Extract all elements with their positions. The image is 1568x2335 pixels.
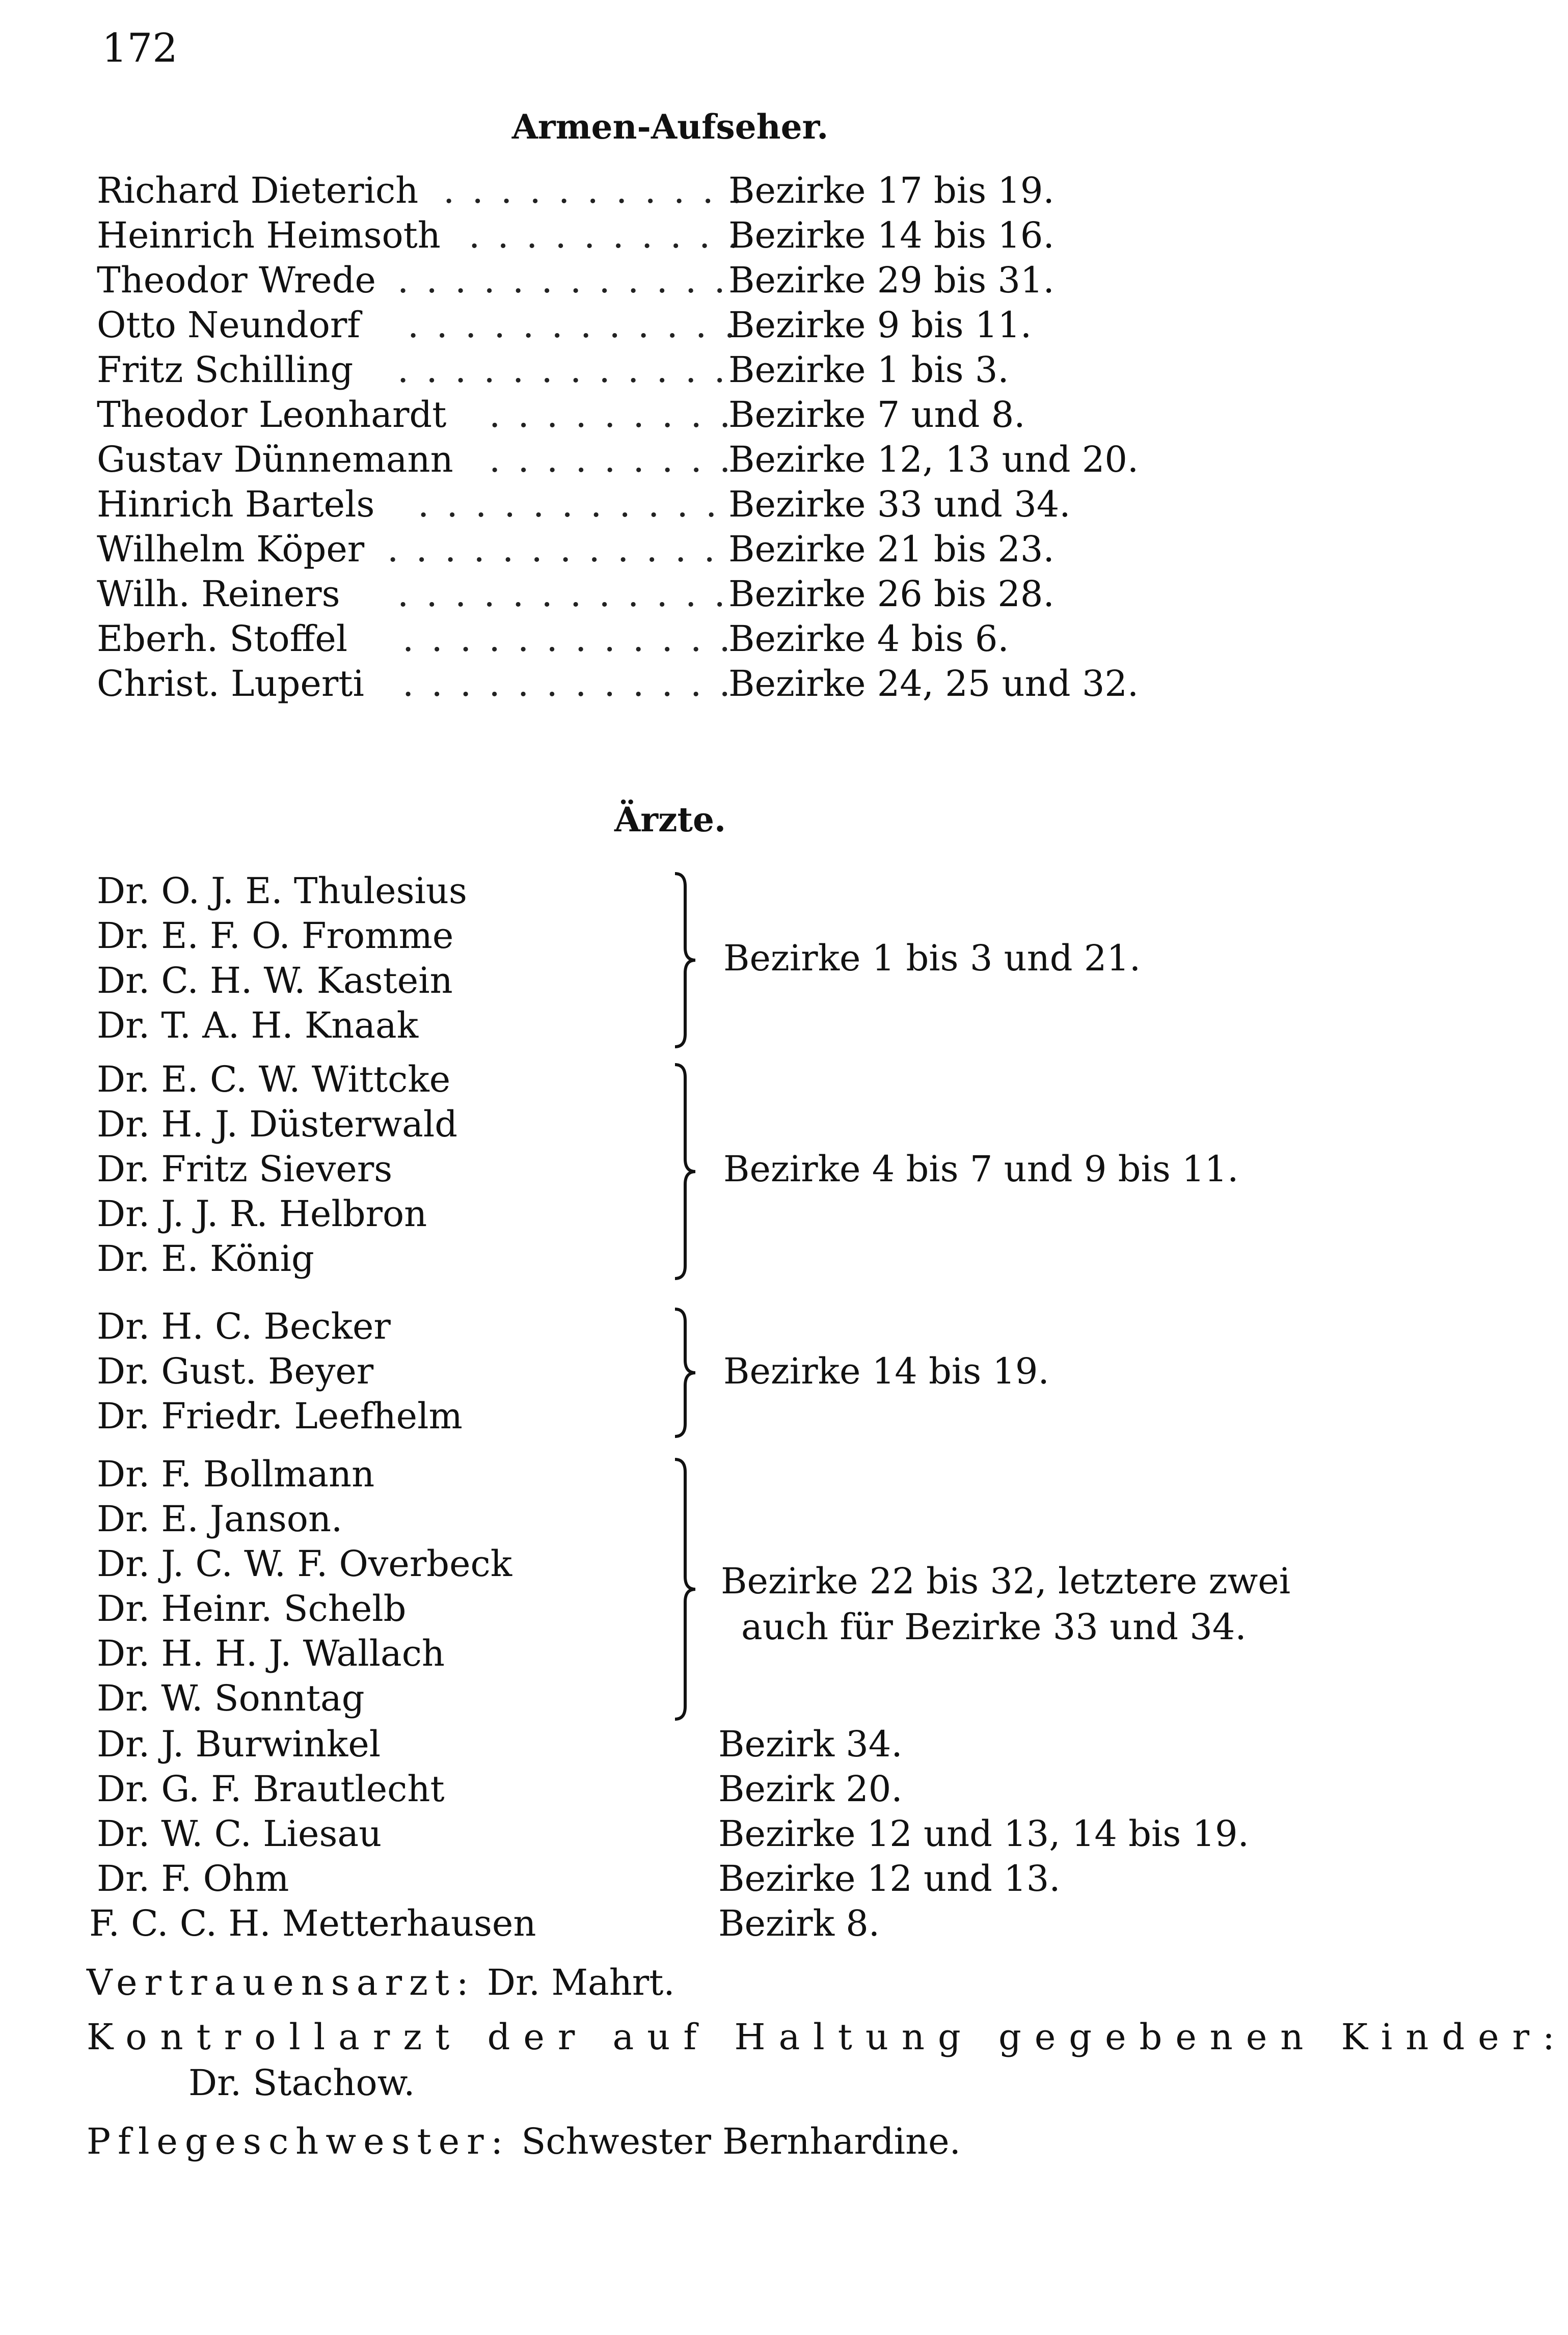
overseer-district: Bezirke 29 bis 31. [728,259,1055,301]
doctor-name: Dr. O. J. E. Thulesius [97,870,467,912]
list-item [0,303,1340,347]
doctor-group-district: Bezirke 1 bis 3 und 21. [723,937,1141,979]
leader-dots: . . . . . . . . . . . . [408,304,739,346]
overseer-district: Bezirke 33 und 34. [728,483,1071,525]
overseer-district: Bezirke 21 bis 23. [728,528,1055,570]
overseer-district: Bezirke 1 bis 3. [728,349,1009,391]
doctor-name: Dr. J. Burwinkel [97,1723,381,1765]
list-item [0,258,1340,303]
doctor-group-district-line-1: Bezirke 22 bis 32, letztere zwei [721,1560,1291,1602]
doctor-name: Dr. Heinr. Schelb [97,1588,407,1630]
overseer-district: Bezirke 9 bis 11. [728,304,1032,346]
doctor-name: Dr. F. Bollmann [97,1453,375,1495]
doctor-name: Dr. C. H. W. Kastein [97,960,453,1001]
brace-icon [670,1307,700,1439]
doctor-district: Bezirke 12 und 13, 14 bis 19. [718,1813,1249,1855]
overseer-district: Bezirke 26 bis 28. [728,573,1055,615]
doctor-district: Bezirke 12 und 13. [718,1858,1061,1899]
leader-dots: . . . . . . . . . [489,439,734,480]
doctor-name: Dr. W. C. Liesau [97,1813,382,1855]
doctor-district: Bezirk 8. [718,1903,880,1944]
doctor-group-district: Bezirke 14 bis 19. [723,1350,1049,1392]
doctor-name: Dr. E. C. W. Wittcke [97,1058,451,1100]
brace-icon [670,1062,700,1281]
aerzte-heading: Ärzte. [614,800,726,839]
overseer-name: Hinrich Bartels [97,483,375,525]
list-item [0,527,1340,572]
doctor-name: Dr. E. Janson. [97,1498,343,1540]
list-item [0,1901,1340,1946]
list-item [0,661,1340,706]
leader-dots: . . . . . . . . . . . . [397,573,728,615]
doctor-district: Bezirk 20. [718,1768,903,1810]
overseer-name: Theodor Wrede [97,259,376,301]
doctor-name: Dr. W. Sonntag [97,1677,365,1719]
overseer-district: Bezirke 4 bis 6. [728,618,1009,660]
list-item [0,1811,1340,1856]
leader-dots: . . . . . . . . . . . . [387,528,718,570]
overseer-district: Bezirke 12, 13 und 20. [728,439,1139,480]
list-item [0,616,1340,661]
list-item [0,168,1340,213]
overseer-name: Wilhelm Köper [97,528,365,570]
overseer-name: Otto Neundorf [97,304,361,346]
leader-dots: . . . . . . . . . . . . [402,663,734,704]
doctor-name: Dr. H. J. Düsterwald [97,1103,458,1145]
doctor-name: Dr. E. König [97,1238,314,1280]
leader-dots: . . . . . . . . . . . . [402,618,734,660]
leader-dots: . . . . . . . . . . . [418,483,720,525]
doctor-name: Dr. H. C. Becker [97,1306,391,1347]
vertrauensarzt-label: Vertrauensarzt: [87,1962,476,2003]
doctor-name: Dr. E. F. O. Fromme [97,915,454,957]
doctor-name: Dr. Gust. Beyer [97,1350,374,1392]
doctor-name: Dr. F. Ohm [97,1858,289,1899]
overseer-name: Gustav Dünnemann [97,439,453,480]
list-item [0,1856,1340,1901]
list-item [0,572,1340,616]
list-item [0,213,1340,258]
overseer-district: Bezirke 24, 25 und 32. [728,663,1139,704]
doctor-name: Dr. Friedr. Leefhelm [97,1395,463,1437]
list-item [0,392,1340,437]
overseer-district: Bezirke 7 und 8. [728,394,1025,436]
vertrauensarzt-entry [87,1960,675,2005]
vertrauensarzt-name: Dr. Mahrt. [486,1962,675,2003]
pflegeschwester-entry [87,2119,961,2164]
list-item [0,1767,1340,1811]
doctor-name: Dr. G. F. Brautlecht [97,1768,445,1810]
overseer-name: Eberh. Stoffel [97,618,348,660]
list-item [0,1722,1340,1767]
doctor-group-district-line-2: auch für Bezirke 33 und 34. [741,1606,1247,1648]
brace-icon [670,1457,700,1722]
doctor-name: Dr. J. C. W. F. Overbeck [97,1543,512,1585]
list-item [0,347,1340,392]
doctor-group-district: Bezirke 4 bis 7 und 9 bis 11. [723,1148,1239,1190]
leader-dots: . . . . . . . . . [489,394,734,436]
doctor-name: Dr. J. J. R. Helbron [97,1193,427,1235]
kontrollarzt-label [87,2015,1568,2059]
leader-dots: . . . . . . . . . . . . [397,349,728,391]
doctor-name: Dr. T. A. H. Knaak [97,1004,419,1046]
leader-dots: . . . . . . . . . . . [443,170,746,211]
leader-dots: . . . . . . . . . . [469,214,742,256]
overseer-name: Heinrich Heimsoth [97,214,441,256]
kontrollarzt-label-text: Kontrollarzt der auf Haltung gegebenen Kinder: [87,2016,1568,2058]
list-item [0,482,1340,527]
doctor-name: Dr. H. H. J. Wallach [97,1633,445,1674]
list-item [0,437,1340,482]
kontrollarzt-name: Dr. Stachow. [188,2062,415,2104]
page-number: 172 [102,25,178,71]
overseer-name: Wilh. Reiners [97,573,340,615]
brace-icon [670,871,700,1049]
leader-dots: . . . . . . . . . . . . [397,259,728,301]
doctor-name: Dr. Fritz Sievers [97,1148,393,1190]
overseer-name: Fritz Schilling [97,349,354,391]
doctor-name: F. C. C. H. Metterhausen [89,1903,536,1944]
overseer-district: Bezirke 17 bis 19. [728,170,1055,211]
overseer-name: Richard Dieterich [97,170,419,211]
overseer-district: Bezirke 14 bis 16. [728,214,1055,256]
overseer-name: Theodor Leonhardt [97,394,447,436]
overseer-name: Christ. Luperti [97,663,364,704]
armen-aufseher-heading: Armen-Aufseher. [511,107,829,147]
pflegeschwester-label: Pflegeschwester: [87,2121,510,2162]
doctor-district: Bezirk 34. [718,1723,903,1765]
pflegeschwester-name: Schwester Bernhardine. [521,2121,961,2162]
